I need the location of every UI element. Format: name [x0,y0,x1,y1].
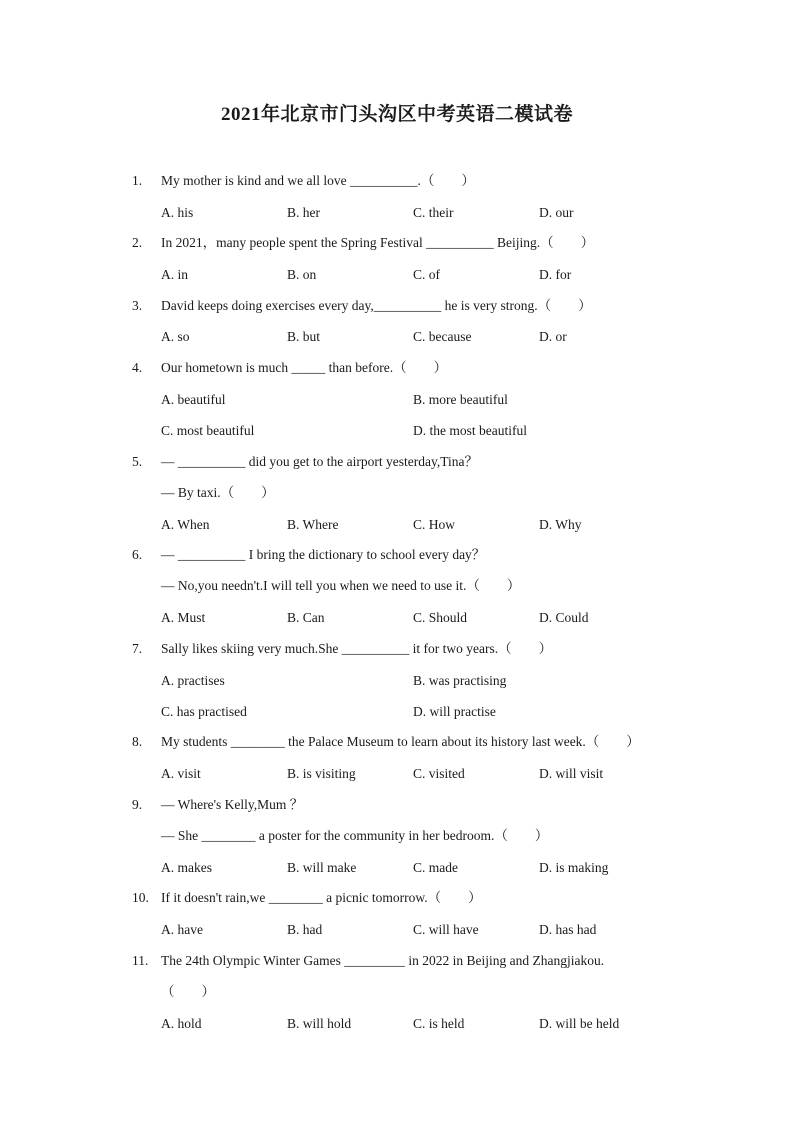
question-stem: — __________ I bring the dictionary to school every day？ [161,547,486,562]
option-a[interactable]: A. visit [161,766,201,781]
option-d[interactable]: D. is making [539,860,609,875]
option-c[interactable]: C. is held [413,1016,465,1031]
option-c[interactable]: C. made [413,860,458,875]
option-c[interactable]: C. will have [413,922,479,937]
question-stem: Sally likes skiing very much.She __________ it for two years.（ ） [161,641,553,656]
option-c[interactable]: C. their [413,205,454,220]
option-d[interactable]: D. the most beautiful [413,423,527,438]
question-stem: — __________ did you get to the airport yesterday,Tina？ [161,454,478,469]
option-c[interactable]: C. most beautiful [161,423,255,438]
option-b[interactable]: B. Where [287,517,339,532]
option-b[interactable]: B. is visiting [287,766,356,781]
question-stem-line-2: — By taxi.（ ） [161,485,275,500]
option-a[interactable]: A. beautiful [161,392,226,407]
question-stem: If it doesn't rain,we ________ a picnic tomorrow.（ ） [161,890,482,905]
question-number: 8. [132,734,143,749]
question-number: 9. [132,797,143,812]
option-a[interactable]: A. in [161,267,188,282]
question-stem: Our hometown is much _____ than before.（ ） [161,360,448,375]
option-a[interactable]: A. Must [161,610,206,625]
question-stem-line-2: （ ） [161,984,215,999]
option-b[interactable]: B. will hold [287,1016,352,1031]
option-b[interactable]: B. Can [287,610,325,625]
question-stem: David keeps doing exercises every day,__________ he is very strong.（ ） [161,298,592,313]
option-d[interactable]: D. or [539,329,567,344]
question-stem: — Where's Kelly,Mum ？ [161,797,304,812]
option-a[interactable]: A. practises [161,673,225,688]
option-b[interactable]: B. will make [287,860,357,875]
option-c[interactable]: C. because [413,329,472,344]
question-number: 5. [132,454,143,469]
question-number: 11. [132,953,149,968]
option-c[interactable]: C. of [413,267,440,282]
option-d[interactable]: D. Could [539,610,589,625]
question-stem-line-2: — She ________ a poster for the community in her bedroom.（ ） [161,828,549,843]
option-a[interactable]: A. his [161,205,194,220]
option-c[interactable]: C. How [413,517,456,532]
option-a[interactable]: A. hold [161,1016,202,1031]
question-stem: In 2021，many people spent the Spring Festival __________ Beijing.（ ） [161,235,595,250]
question-stem-line-2: — No,you needn't.I will tell you when we need to use it.（ ） [161,578,521,593]
option-d[interactable]: D. for [539,267,572,282]
option-a[interactable]: A. have [161,922,203,937]
option-a[interactable]: A. so [161,329,190,344]
option-b[interactable]: B. her [287,205,320,220]
question-number: 2. [132,235,143,250]
page-title: 2021年北京市门头沟区中考英语二模试卷 [220,104,573,125]
option-d[interactable]: D. will practise [413,704,496,719]
option-d[interactable]: D. will be held [539,1016,620,1031]
question-number: 7. [132,641,143,656]
option-c[interactable]: C. Should [413,610,468,625]
question-stem: The 24th Olympic Winter Games _________ in 2022 in Beijing and Zhangjiakou. [161,953,605,968]
question-stem: My students ________ the Palace Museum to learn about its history last week.（ ） [161,734,640,749]
question-number: 4. [132,360,143,375]
option-b[interactable]: B. more beautiful [413,392,508,407]
question-number: 1. [132,173,143,188]
option-b[interactable]: B. on [287,267,317,282]
option-a[interactable]: A. When [161,517,210,532]
option-d[interactable]: D. Why [539,517,582,532]
option-b[interactable]: B. but [287,329,321,344]
question-number: 10. [132,890,149,905]
option-b[interactable]: B. was practising [413,673,507,688]
question-number: 6. [132,547,143,562]
question-stem: My mother is kind and we all love __________.（ ） [161,173,475,188]
question-number: 3. [132,298,143,313]
option-c[interactable]: C. has practised [161,704,247,719]
option-b[interactable]: B. had [287,922,323,937]
option-d[interactable]: D. our [539,205,574,220]
option-d[interactable]: D. will visit [539,766,604,781]
option-d[interactable]: D. has had [539,922,597,937]
option-c[interactable]: C. visited [413,766,465,781]
option-a[interactable]: A. makes [161,860,212,875]
